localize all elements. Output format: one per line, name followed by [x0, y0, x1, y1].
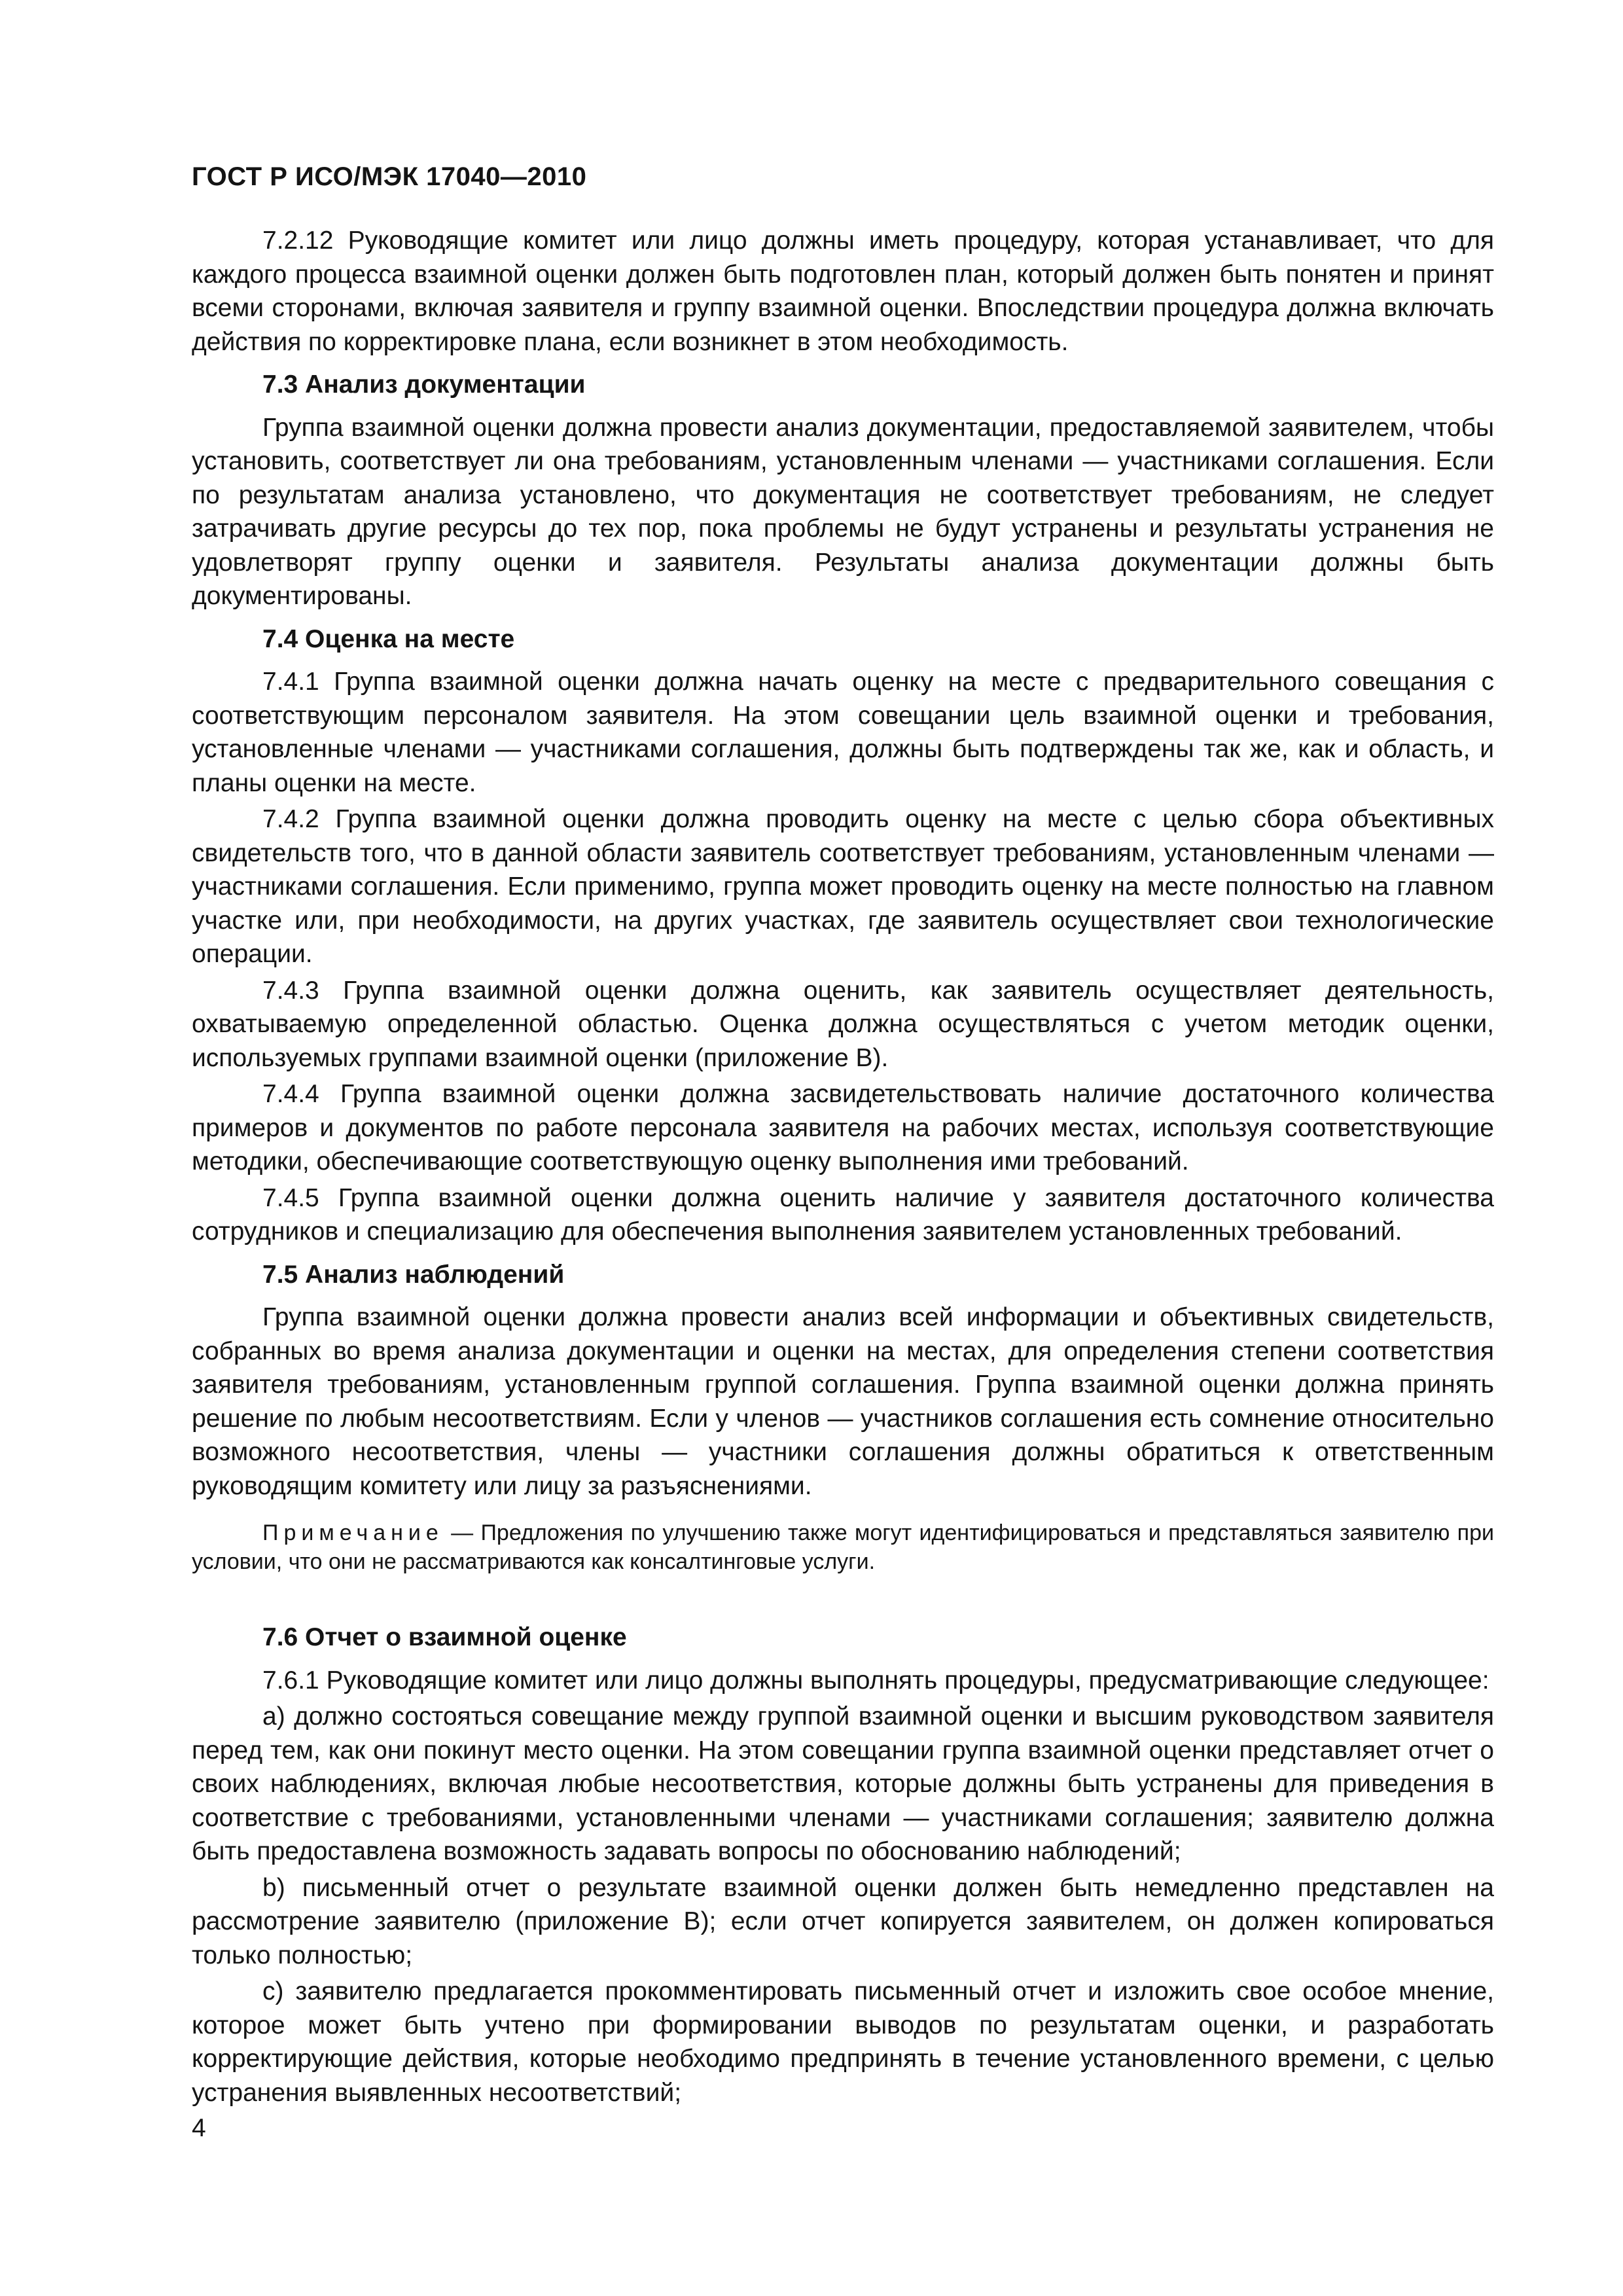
section-heading-7-6: 7.6 Отчет о взаимной оценке: [262, 1623, 627, 1651]
list-item-c: с) заявителю предлагается прокомментировать письменный отчет и изложить свое особое мнение, которое может быть учтено при формировании выводов по результатам оценки, и разработать корректирующие действия, которые необходимо предпринять в течение установленного времени, с целью устранения выявленных несоответствий;: [192, 1977, 1494, 2107]
document-header: ГОСТ Р ИСО/МЭК 17040—2010: [192, 162, 587, 191]
paragraph-7-2-12: 7.2.12 Руководящие комитет или лицо должны иметь процедуру, которая устанавливает, что для каждого процесса взаимной оценки должен быть подготовлен план, который должен быть понятен и принят всеми сторонами, включая заявителя и группу взаимной оценки. Впоследствии процедура должна включать действия по корректировке плана, если возникнет в этом необходимость.: [192, 226, 1494, 356]
note: [192, 1518, 1494, 1576]
paragraph-7-4-4: 7.4.4 Группа взаимной оценки должна засвидетельствовать наличие достаточного количества примеров и документов по работе персонала заявителя на рабочих местах, используя соответствующие методики, обеспечивающие соответствующую оценку выполнения ими требований.: [192, 1080, 1494, 1175]
note-label: Примечание: [262, 1520, 444, 1545]
note-text: — Предложения по улучшению также могут идентифицироваться и представляться заявителю при условии, что они не рассматриваются как консалтинговые услуги.: [192, 1520, 1494, 1574]
section-heading-7-3: 7.3 Анализ документации: [262, 370, 586, 399]
paragraph-7-5: Группа взаимной оценки должна провести анализ всей информации и объективных свидетельств, собранных во время анализа документации и оценки на местах, для определения степени соответствия заявителя требованиям, установленным группой соглашения. Группа взаимной оценки должна принять решение по любым несоответствиям. Если у членов — участников соглашения есть сомнение относительно возможного несоответствия, члены — участники соглашения должны обратиться к ответственным руководящим комитету или лицу за разъяснениями.: [192, 1303, 1494, 1500]
list-item-a: а) должно состояться совещание между группой взаимной оценки и высшим руководством заявителя перед тем, как они покинут место оценки. На этом совещании группа взаимной оценки представляет отчет о своих наблюдениях, включая любые несоответствия, которые должны быть устранены для приведения в соответствие с требованиями, установленными членами — участниками соглашения; заявителю должна быть предоставлена возможность задавать вопросы по обоснованию наблюдений;: [192, 1702, 1494, 1865]
section-heading-7-5: 7.5 Анализ наблюдений: [262, 1260, 565, 1289]
list-item-b: b) письменный отчет о результате взаимной оценки должен быть немедленно представлен на рассмотрение заявителю (приложение В); если отчет копируется заявителем, он должен копироваться только полностью;: [192, 1873, 1494, 1969]
document-body: [192, 224, 1494, 2112]
paragraph-7-6-1: 7.6.1 Руководящие комитет или лицо должны выполнять процедуры, предусматривающие следующее:: [262, 1666, 1489, 1695]
paragraph-7-4-3: 7.4.3 Группа взаимной оценки должна оценить, как заявитель осуществляет деятельность, охватываемую определенной областью. Оценка должна осуществляться с учетом методик оценки, используемых группами взаимной оценки (приложение В).: [192, 976, 1494, 1072]
page-number: 4: [192, 2114, 206, 2142]
paragraph-7-4-5: 7.4.5 Группа взаимной оценки должна оценить наличие у заявителя достаточного количества сотрудников и специализацию для обеспечения выполнения заявителем установленных требований.: [192, 1183, 1494, 1246]
paragraph-7-4-1: 7.4.1 Группа взаимной оценки должна начать оценку на месте с предварительного совещания с соответствующим персоналом заявителя. На этом совещании цель взаимной оценки и требования, установленные членами — участниками соглашения, должны быть подтверждены так же, как и область, и планы оценки на месте.: [192, 668, 1494, 797]
paragraph-7-3: Группа взаимной оценки должна провести анализ документации, предоставляемой заявителем, чтобы установить, соответствует ли она требованиям, установленным членами — участниками соглашения. Если по результатам анализа установлено, что документация не соответствует требованиям, не следует затрачивать другие ресурсы до тех пор, пока проблемы не будут устранены и результаты устранения не удовлетворят группу оценки и заявителя. Результаты анализа документации должны быть документированы.: [192, 413, 1494, 610]
section-heading-7-4: 7.4 Оценка на месте: [262, 624, 515, 653]
paragraph-7-4-2: 7.4.2 Группа взаимной оценки должна проводить оценку на месте с целью сбора объективных свидетельств того, что в данной области заявитель соответствует требованиям, установленным членами — участниками соглашения. Если применимо, группа может проводить оценку на месте полностью на главном участке или, при необходимости, на других участках, где заявитель осуществляет свои технологические операции.: [192, 805, 1494, 968]
